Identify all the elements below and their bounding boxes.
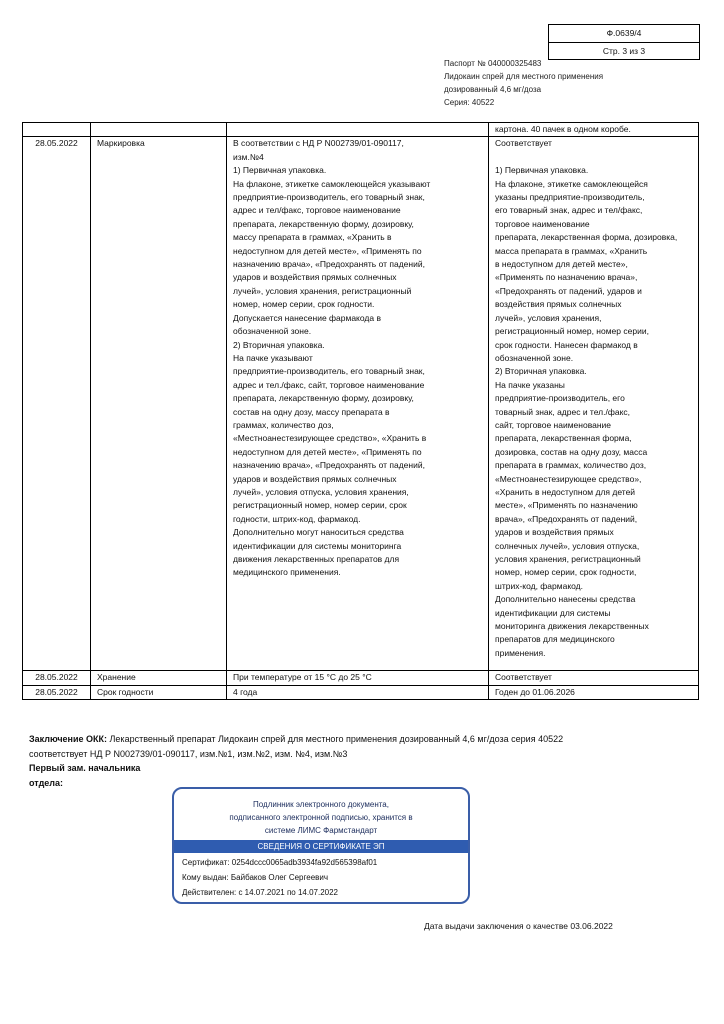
electronic-signature-stamp [172,787,470,904]
test-requirement: В соответствии с НД Р N002739/01-090117, изм.№4 1) Первичная упаковка. На флаконе, этикетке самоклеющейся указывают предприятие-производитель, его товарный знак, адрес и тел/факс, торговое наименование препарата, лекарственную форму, дозировку, массу препарата в граммах, «Хранить в недоступном для детей месте», «Применять по назначению врача», «Предохранять от падений, ударов и воздействия прямых солнечных лучей», условия хранения, регистрационный номер, номер серии, срок годности. Допускается нанесение фармакода в обозначенной зоне. 2) Вторичная упаковка. На пачке указывают предприятие-производитель, его товарный знак, адрес и тел./факс, сайт, торговое наименование препарата, лекарственную форму, дозировку, состав на одну дозу, массу препарата в граммах, количество доз, «Местноанестезирующее средство», «Хранить в недоступном для детей месте», «Применять по назначению врача», «Предохранять от падений, ударов и воздействия прямых солнечных лучей», условия отпуска, условия хранения, регистрационный номер, номер серии, срок годности, штрих-код, фармакод. Дополнительно могут наноситься средства идентификации для системы мониторинга движения лекарственных препаратов для медицинского применения. [227,137,489,671]
test-name: Маркировка [91,137,227,671]
form-code-box [548,24,700,60]
signer-department: отдела: [29,777,64,788]
continuation-text: картона. 40 пачек в одном коробе. [489,123,699,137]
page-number: Стр. 3 из 3 [602,46,646,56]
certificate-owner: Кому выдан: Байбаков Олег Сергеевич [182,873,329,882]
conclusion-line [29,732,699,747]
product-name: Лидокаин спрей для местного применения [444,72,604,81]
stamp-certificate-info [182,855,377,900]
conclusion-block [29,732,699,790]
table-row-storage [23,671,699,685]
test-result: Соответствует 1) Первичная упаковка. На флаконе, этикетке самоклеющейся указаны предприятие-производитель, его товарный знак, адрес и тел/факс, торговое наименование препарата, лекарственная форма, дозировка, масса препарата в граммах, «Хранить в недоступном для детей месте», «Применять по назначению врача», «Предохранять от падений, ударов и воздействия прямых солнечных лучей», условия хранения, регистрационный номер, номер серии, срок годности. Нанесен фармакод в обозначенной зоне. 2) Вторичная упаковка. На пачке указаны предприятие-производитель, его товарный знак, адрес и тел./факс, сайт, торговое наименование препарата, лекарственная форма, дозировка, состав на одну дозу, масса препарата в граммах, количество доз, «Местноанестезирующее средство», «Хранить в недоступном для детей месте», «Применять по назначению врача», «Предохранять от падений, ударов и воздействия прямых солнечных лучей», условия отпуска, условия хранения, регистрационный номер, номер серии, срок годности, штрих-код, фармакод. Дополнительно нанесены средства идентификации для системы мониторинга движения лекарственных препаратов для медицинского применения. [489,137,699,671]
stamp-header: Подлинник электронного документа, подписанного электронной подписью, хранится в системе ЛИМС Фармстандарт [229,800,413,835]
test-date: 28.05.2022 [23,671,91,685]
product-dosage: дозированный 4,6 мг/доза [444,85,542,94]
conclusion-text: Лекарственный препарат Лидокаин спрей для местного применения дозированный 4,6 мг/доза серия 40522 [107,734,564,744]
test-result: Соответствует [489,671,699,685]
table-row-marking [23,137,699,671]
test-results-table [22,122,699,700]
test-name: Срок годности [91,685,227,699]
issue-date: Дата выдачи заключения о качестве 03.06.2022 [424,921,613,931]
test-requirement: 4 года [227,685,489,699]
conclusion-label: Заключение ОКК: [29,734,108,744]
test-date: 28.05.2022 [23,137,91,671]
test-result: Годен до 01.06.2026 [489,685,699,699]
test-date: 28.05.2022 [23,685,91,699]
test-requirement: При температуре от 15 °С до 25 °С [227,671,489,685]
form-code: Ф.0639/4 [549,25,699,43]
certificate-validity: Действителен: с 14.07.2021 по 14.07.2022 [182,888,338,897]
passport-number: Паспорт № 040000325483 [444,59,542,68]
signer-position: Первый зам. начальника [29,763,141,773]
batch-number: Серия: 40522 [444,98,495,107]
test-name: Хранение [91,671,227,685]
table-row-continuation [23,123,699,137]
passport-header [444,57,603,109]
conclusion-compliance: соответствует НД Р N002739/01-090117, изм.№1, изм.№2, изм. №4, изм.№3 [29,748,348,759]
certificate-number: Сертификат: 0254dccc0065adb3934fa92d565398af01 [182,858,378,867]
table-row-shelf-life [23,685,699,699]
stamp-certificate-band: СВЕДЕНИЯ О СЕРТИФИКАТЕ ЭП [174,840,468,853]
